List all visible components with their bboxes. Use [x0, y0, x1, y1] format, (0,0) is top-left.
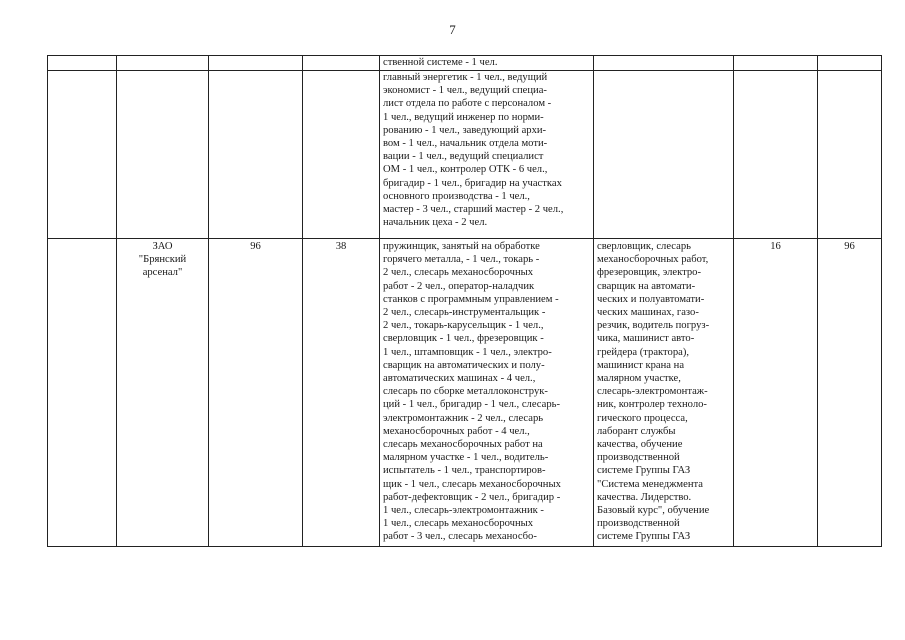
- table-row-bryansk-arsenal: [48, 239, 882, 547]
- cell-empty: [818, 56, 882, 71]
- cell-empty: [209, 71, 303, 239]
- cell-empty: [734, 56, 818, 71]
- cell-empty: [48, 71, 117, 239]
- table-row-positions: [48, 71, 882, 239]
- cell-empty: [818, 71, 882, 239]
- cell-value-2: 38: [303, 239, 380, 547]
- cell-functions: пружинщик, занятый на обработке горячего металла, - 1 чел., токарь - 2 чел., слесарь механосборочных работ - 2 чел., оператор-наладчик станков с программным управлением - 2 чел., слесарь-инструментальщик - 2 чел., токарь-карусельщик - 1 чел., сверловщик - 1 чел., фрезеровщик - 1 чел., штамповщик - 1 чел., электро- сварщик на автоматических и полу- автоматических машинах - 4 чел., слесарь по сборке металлоконструк- ций - 1 чел., бригадир - 1 чел., слесарь- электромонтажник - 2 чел., слесарь механосборочных работ - 4 чел., слесарь механосборочных работ на малярном участке - 1 чел., водитель- испытатель - 1 чел., транспортиров- щик - 1 чел., слесарь механосборочных работ-дефектовщик - 2 чел., бригадир - 1 чел., слесарь-электромонтажник - 1 чел., слесарь механосборочных работ - 3 чел., слесарь механосбо-: [380, 239, 594, 547]
- cell-empty: [117, 56, 209, 71]
- table-row-continuation: [48, 56, 882, 71]
- document-table: [47, 55, 882, 547]
- cell-empty: [48, 56, 117, 71]
- cell-value-4: 96: [818, 239, 882, 547]
- cell-empty: [48, 239, 117, 547]
- cell-empty: [594, 71, 734, 239]
- cell-empty: [734, 71, 818, 239]
- cell-empty: [594, 56, 734, 71]
- cell-training: сверловщик, слесарь механосборочных работ, фрезеровщик, электро- сварщик на автомати- ческих и полуавтомати- ческих машинах, газо- резчик, водитель погруз- чика, машинист авто- грейдера (трактора), машинист крана на малярном участке, слесарь-электромонтаж- ник, контролер техноло- гического процесса, лаборант службы качества, обучение производственной системе Группы ГАЗ "Система менеджмента качества. Лидерство. Базовый курс", обучение производственной системе Группы ГАЗ: [594, 239, 734, 547]
- cell-functions: главный энергетик - 1 чел., ведущий экономист - 1 чел., ведущий специа- лист отдела по работе с персоналом - 1 чел., ведущий инженер по норми- рованию - 1 чел., заведующий архи- вом - 1 чел., начальник отдела моти- вации - 1 чел., ведущий специалист ОМ - 1 чел., контролер ОТК - 6 чел., бригадир - 1 чел., бригадир на участках основного производства - 1 чел., мастер - 3 чел., старший мастер - 2 чел., начальник цеха - 2 чел.: [380, 71, 594, 239]
- cell-empty: [209, 56, 303, 71]
- cell-empty: [303, 56, 380, 71]
- cell-value-3: 16: [734, 239, 818, 547]
- cell-empty: [117, 71, 209, 239]
- cell-empty: [303, 71, 380, 239]
- cell-value-1: 96: [209, 239, 303, 547]
- page-number: 7: [449, 22, 456, 37]
- cell-functions: ственной системе - 1 чел.: [380, 56, 594, 71]
- cell-organization: ЗАО "Брянский арсенал": [117, 239, 209, 547]
